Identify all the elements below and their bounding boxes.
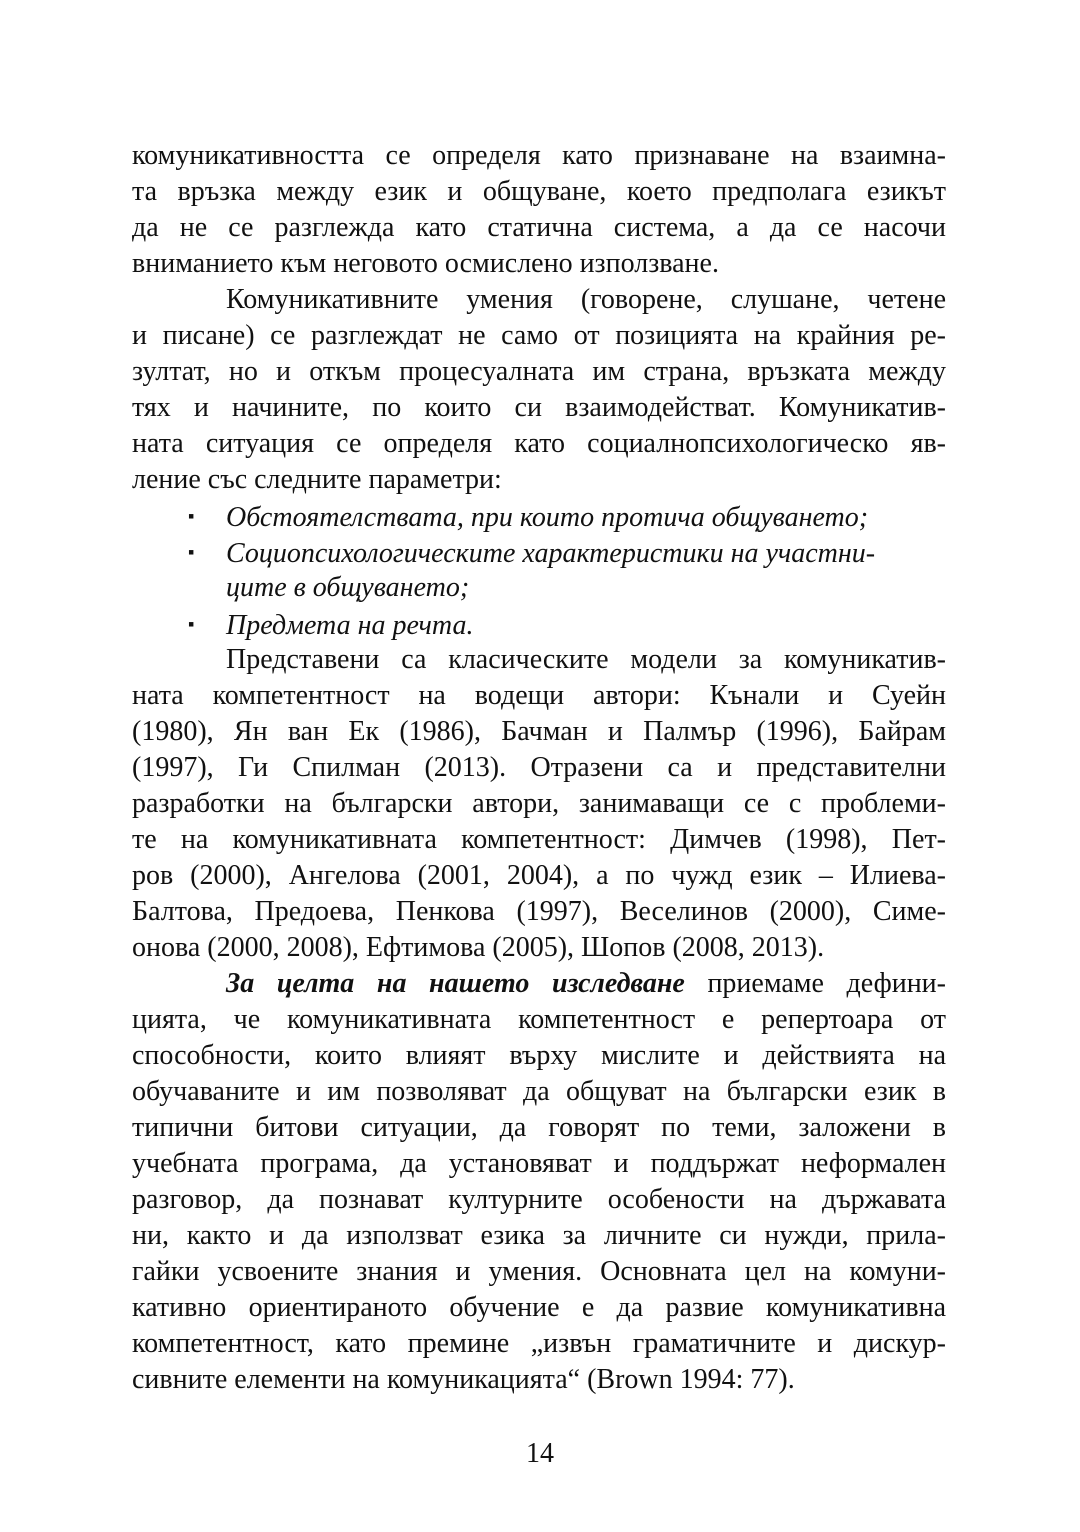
- bullet-icon: ▪: [188, 614, 195, 634]
- page-number: 14: [526, 1438, 554, 1469]
- list-item: [132, 534, 946, 570]
- bullet-icon: ▪: [188, 542, 195, 562]
- text-line: ната ситуация се определя като социалнопсихологическо яв-: [132, 428, 946, 459]
- text-line: цията, че комуникативната компетентност е репертоара от: [132, 1004, 946, 1035]
- text-line: разговор, да познават културните особености на държавата: [132, 1184, 946, 1215]
- list-item: [132, 606, 946, 642]
- list-item-continuation: ците в общуването;: [226, 572, 470, 603]
- list-item-text: Предмета на речта.: [226, 610, 474, 641]
- text-line: ни, както и да използват езика за личните си нужди, прила-: [132, 1220, 946, 1251]
- text-line: сивните елементи на комуникацията“ (Brown 1994: 77).: [132, 1364, 795, 1395]
- text-line: (1980), Ян ван Ек (1986), Бачман и Палмър (1996), Байрам: [132, 716, 946, 747]
- text-line: и писане) се разглеждат не само от позицията на крайния ре-: [132, 320, 946, 351]
- text-line: типични битови ситуации, да говорят по теми, заложени в: [132, 1112, 946, 1143]
- text-line: Представени са класическите модели за комуникатив-: [226, 644, 946, 675]
- text-line: кативно ориентираното обучение е да развие комуникативна: [132, 1292, 946, 1323]
- text-line: Комуникативните умения (говорене, слушане, четене: [226, 284, 946, 315]
- text-line: компетентност, като премине „извън граматичните и дискур-: [132, 1328, 946, 1359]
- list-item-text: Обстоятелствата, при които протича общуването;: [226, 502, 869, 533]
- text-line: гайки усвоените знания и умения. Основната цел на комуни-: [132, 1256, 946, 1287]
- text-line: тях и начините, по които си взаимодействат. Комуникатив-: [132, 392, 946, 423]
- text-line: ров (2000), Ангелова (2001, 2004), а по чужд език – Илиева-: [132, 860, 946, 891]
- body-text: [132, 138, 946, 1398]
- text-line: [132, 966, 946, 1002]
- text-line: учебната програма, да установяват и поддържат неформален: [132, 1148, 946, 1179]
- list-item: [132, 498, 946, 534]
- text-line: ната компетентност на водещи автори: Кънали и Суейн: [132, 680, 946, 711]
- text-line: разработки на български автори, занимаващи се с проблеми-: [132, 788, 946, 819]
- text-line: комуникативността се определя като признаване на взаимна-: [132, 140, 946, 171]
- text-line-rest: приемаме дефини-: [684, 968, 946, 999]
- text-line: способности, които влияят върху мислите и действията на: [132, 1040, 946, 1071]
- text-line: онова (2000, 2008), Ефтимова (2005), Шопов (2008, 2013).: [132, 932, 825, 963]
- text-line: вниманието към неговото осмислено използване.: [132, 248, 719, 279]
- text-line: обучаваните и им позволяват да общуват на български език в: [132, 1076, 946, 1107]
- emphasis-phrase: За целта на нашето изследване: [226, 968, 685, 999]
- text-line: та връзка между език и общуване, което предполага езикът: [132, 176, 946, 207]
- text-line: те на комуникативната компетентност: Димчев (1998), Пет-: [132, 824, 946, 855]
- text-line: Балтова, Предоева, Пенкова (1997), Веселинов (2000), Симе-: [132, 896, 946, 927]
- text-line: зултат, но и откъм процесуалната им страна, връзката между: [132, 356, 946, 387]
- text-line: ление със следните параметри:: [132, 464, 502, 495]
- text-line: (1997), Ги Спилман (2013). Отразени са и представителни: [132, 752, 946, 783]
- list-item-text: Социопсихологическите характеристики на участни-: [226, 538, 876, 569]
- bullet-icon: ▪: [188, 506, 195, 526]
- text-line: да не се разглежда като статична система, а да се насочи: [132, 212, 946, 243]
